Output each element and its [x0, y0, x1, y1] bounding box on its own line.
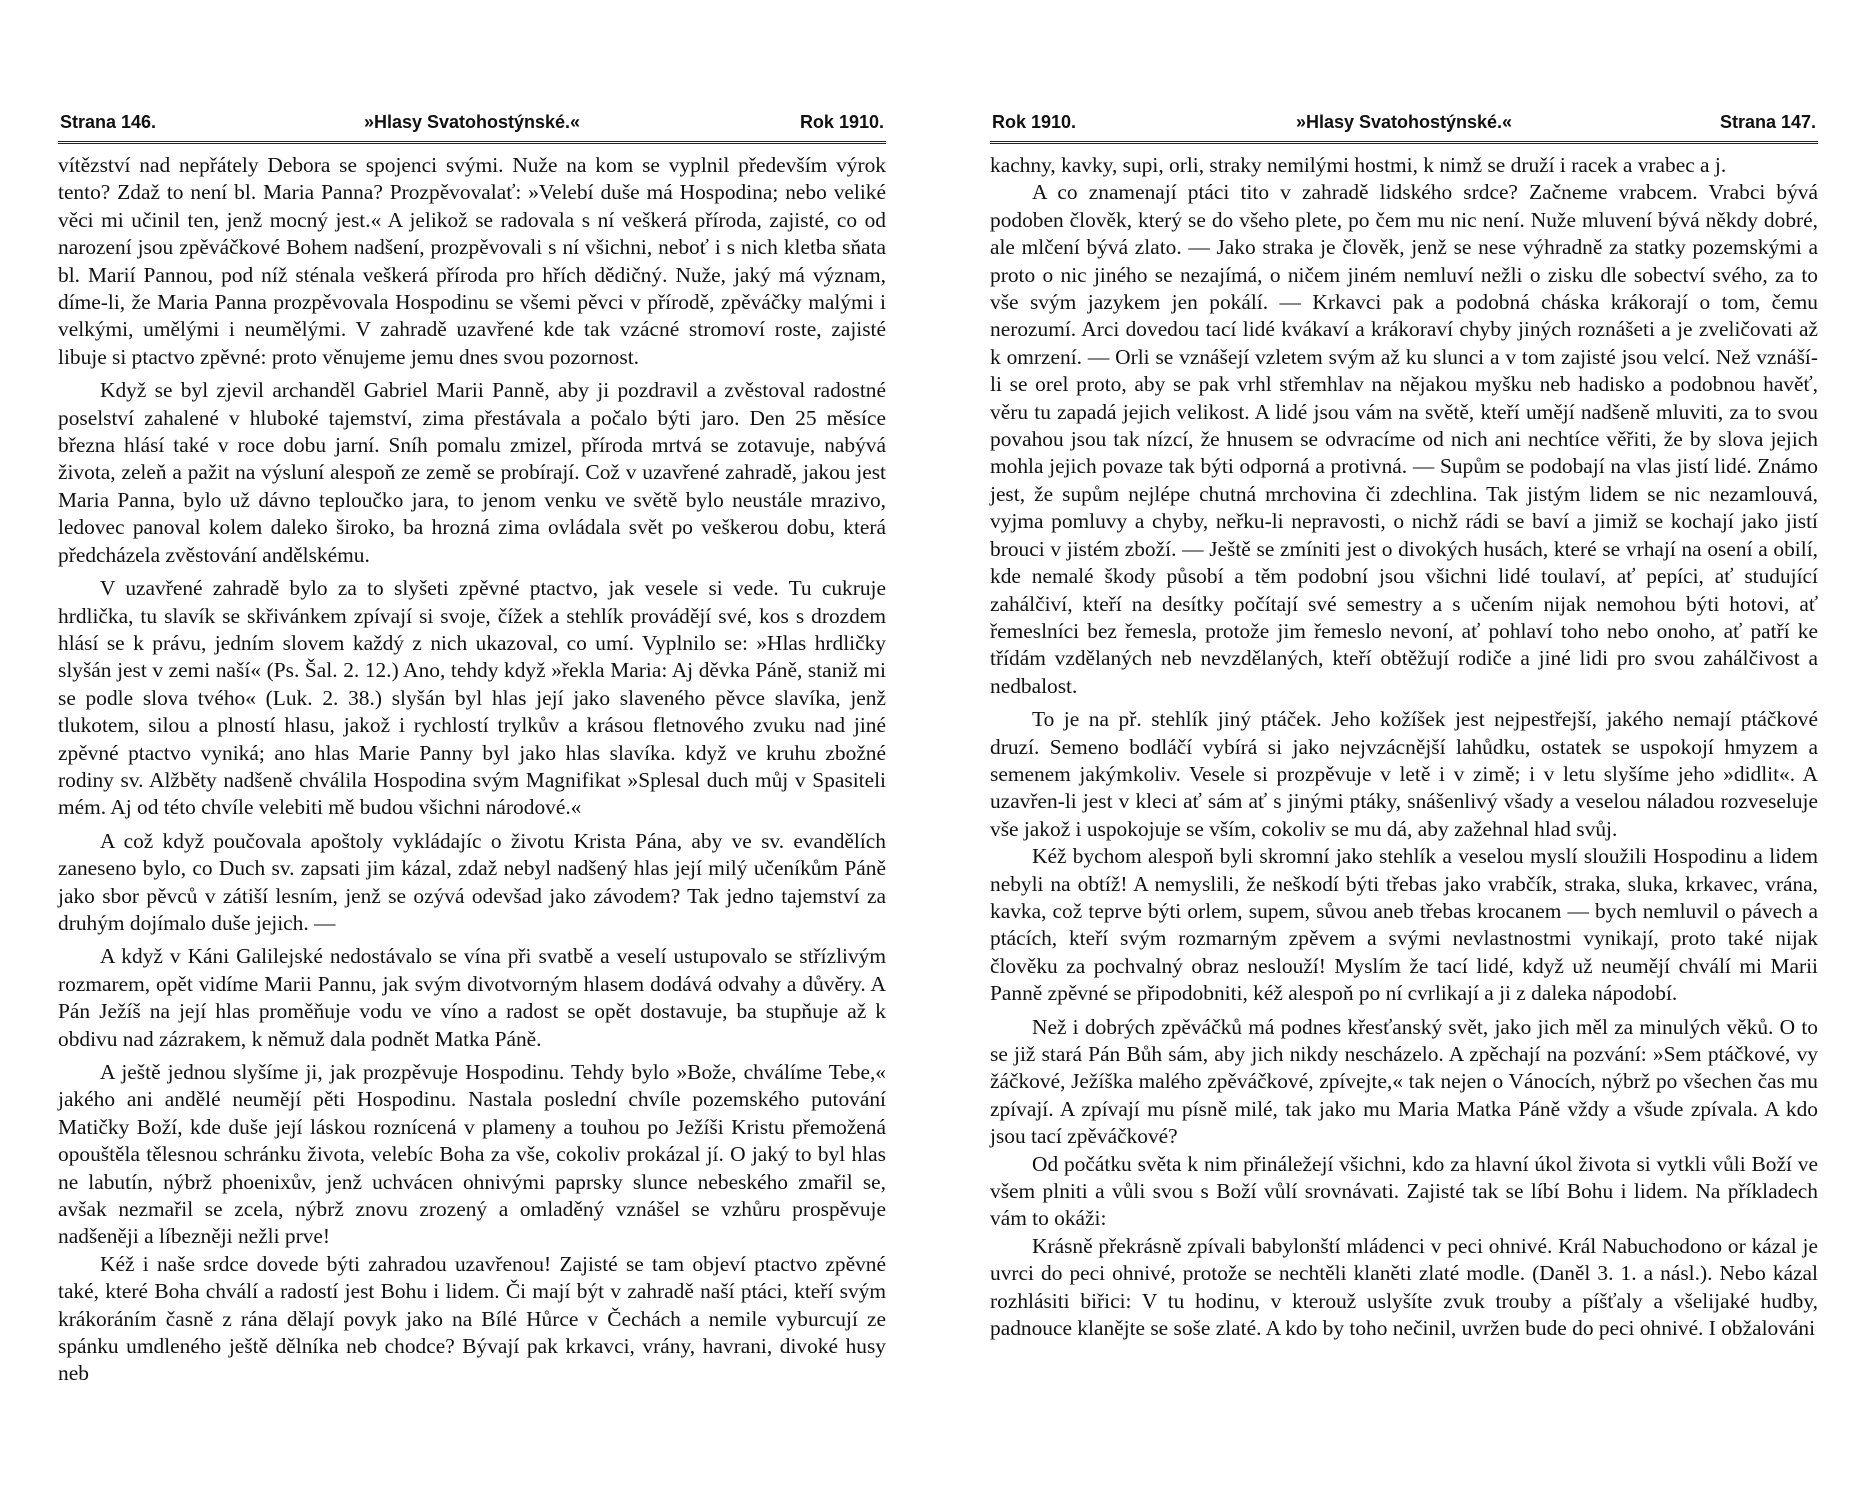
paragraph: vítězství nad nepřátely Debora se spojenci svými. Nuže na kom se vyplnil především výrok tento? Zdaž to není bl. Maria Panna? Prozpěvovalať: »Velebí duše má Hospodina; nebo veliké věci mi učinil ten, jenž mocný jest.« A jelikož se radovala s ní veškerá příroda, zajisté, co od narození jsou zpěváčkové Bohem nadšení, prozpěvovali s ní všichni, neboť i s nich kletba sňata bl. Marií Pannou, pod níž sténala veškerá příroda pro hřích dědičný. Nuže, jaký má význam, díme-li, že Maria Panna prozpěvovala Hospodinu se všemi pěvci v přírodě, zpěváčky malými i velkými, umělými i neumělými. V zahradě uzavřené kde tak vzácné stromoví roste, zajisté libuje si ptactvo zpěvné: proto věnujeme jemu dnes svou pozornost.	[58, 153, 886, 369]
page-body	[58, 152, 886, 1388]
page-number: Strana 146.	[60, 112, 157, 132]
page-header	[990, 108, 1818, 138]
right-page	[990, 0, 1818, 1500]
header-rule	[58, 141, 886, 144]
paragraph: To je na př. stehlík jiný ptáček. Jeho kožíšek jest nejpestřejší, jakého nemají ptáčkové druzí. Semeno bodláčí vybírá si jako nejvzácnější lahůdku, ostatek se uspokojí hmyzem a semenem jakýmkoliv. Vesele si prozpěvuje v letě i v zimě; i v letu slyšíme jeho »didlit«. A uzavřen-li jest v kleci ať sám ať s jinými ptáky, snášenlivý všady a veselou náladou rozveseluje vše jakož i uspokojuje se vším, cokoliv se mu dá, aby zažehnal hlad svůj.	[990, 707, 1818, 841]
paragraph: A co znamenají ptáci tito v zahradě lidského srdce? Začneme vrabcem. Vrabci bývá podoben člověk, který se do všeho plete, po čem mu nic není. Nuže mluvení bývá někdy dobré, ale mlčení bývá zlato. — Jako straka je člověk, jenž se nese výhradně za statky pozemskými a proto o nic jiného se nezajímá, o ničem jiném nemluví nežli o zisku dle sobectví svého, za to vše svým jazykem jen pokálí. — Krkavci pak a podobná cháska krákorají o tom, čemu nerozumí. Arci dovedou tací lidé kvákaví a krákoraví chyby jiných roznášeti a je zveličovati až k omrzení. — Orli se vznášejí vzletem svým až ku slunci a v tom zajisté jsou velcí. Než vznáší-li se orel proto, aby se pak vrhl střemhlav na nějakou myšku neb hadisko a podobnou havěť, věru tu zapadá jejich velikost. A lidé jsou vám na světě, kteří umějí nadšeně mluviti, za to svou povahou jsou tak nízcí, že hnusem se odvracíme od nich ani nechtíce věřiti, že by slova jejich mohla jejich povaze tak býti odporná a protivná. — Supům se podobají na vlas jistí lidé. Známo jest, že supům nejlépe chutná mrchovina či zdechlina. Tak jistým lidem se nic nezamlouvá, vyjma pomluvy a chyby, neřku-li nepravosti, o nichž rádi se baví a jimiž se kochají jako jistí brouci v jistém zboží. — Ještě se zmíniti jest o divokých husách, které se vrhají na osení a obilí, kde nemalé škody působí a těm podobní jsou všichni lidé toulaví, ať pepíci, ať studující zahálčiví, kteří na desítky počítají své semestry a s učením nijak nemohou býti hotovi, ať řemeslníci bez řemesla, protože jim řemeslo nevoní, ať pohlaví toho nebo onoho, ať patří ke třídám vzdělaných neb nevzdělaných, kteří obtěžují rodiče a jiné lidi pro svou zahálčivost a nedbalost.	[990, 180, 1818, 698]
paragraph: Než i dobrých zpěváčků má podnes křesťanský svět, jako jich měl za minulých věků. O to se již stará Pán Bůh sám, aby jich nikdy nescházelo. A zpěchají na pozvání: »Sem ptáčkové, vy žáčkové, Ježíška malého zpěváčkové, zpívejte,« tak nejen o Vánocích, nýbrž po všechen čas mu zpívají. A zpívají mu písně milé, tak jako mu Maria Matka Páně vždy a všude zpívala. A kdo jsou tací zpěváčkové?	[990, 1014, 1818, 1149]
left-page	[58, 0, 886, 1500]
paragraph: Kéž i naše srdce dovede býti zahradou uzavřenou! Zajisté se tam objeví ptactvo zpěvné také, které Boha chválí a radostí jest Bohu i lidem. Či mají být v zahradě naší ptáci, kteří svým krákoráním časně z rána dělají povyk jako na Bílé Hůrce v Čechách a nemile vyburcují ze spánku umdleného ještě dělníka neb chodce? Bývají pak krkavci, vrány, havrani, divoké husy neb	[58, 1251, 886, 1386]
header-rule	[990, 141, 1818, 144]
paragraph: Kéž bychom alespoň byli skromní jako stehlík a veselou myslí sloužili Hospodinu a lidem nebyli na obtíž! A nemyslili, že neškodí býti třebas jako vrabčík, straka, sluka, krkavec, vrána, kavka, což teprve býti orlem, supem, sůvou aneb třebas krocanem — bych nemluvil o pávech a ptácích, kteří svým rozmarným zpěvem a svými nevlastnostmi vynikají, proto také nijak člověku za pochvalný obraz neslouží! Myslím že tací lidé, když už neumějí chválí mi Marii Panně zpěvné se připodobniti, kéž alespoň po ní cvrlikají a ji z daleka nápodobí.	[990, 844, 1818, 1006]
year-label: Rok 1910.	[799, 112, 884, 132]
paragraph: A což když poučovala apoštoly vykládajíc o životu Krista Pána, aby ve sv. evandělích zaneseno bylo, co Duch sv. zapsati jim kázal, zdaž nebyl nadšený hlas její milý učeníkům Páně jako sbor pěvců v zátiší lesním, jenž se ozývá odevšad jako závodem? Tak jedno tajemství za druhým dojímalo duše jejich. —	[58, 828, 886, 935]
paragraph: Když se byl zjevil archanděl Gabriel Marii Panně, aby ji pozdravil a zvěstoval radostné poselství zahalené v hluboké tajemství, zima přestávala a počalo býti jaro. Den 25 měsíce března hlásí také v roce dobu jarní. Sníh pomalu zmizel, příroda mrtvá se zotavuje, nabývá života, zeleň a pažit na výsluní alespoň ze země se probírají. Což v uzavřené zahradě, jakou jest Maria Panna, bylo už dávno teploučko jara, to jenom venku ve světě bylo neustále mrazivo, ledovec panoval kolem daleko široko, ba hrozná zima ovládala svět po veškerou dobu, která předcházela zvěstování andělskému.	[58, 378, 886, 567]
paragraph: kachny, kavky, supi, orli, straky nemilými hostmi, k nimž se druží i racek a vrabec a j.	[990, 153, 1727, 177]
paragraph: Krásně překrásně zpívali babylonští mládenci v peci ohnivé. Král Nabuchodono or kázal je uvrci do peci ohnivé, protože se nechtěli klaněti zlaté modle. (Daněl 3. 1. a násl.). Nebo kázal rozhlásiti biřici: V tu hodinu, v kterouž uslyšíte zvuk trouby a píšťaly a všelijaké hudby, padnouce klanějte se soše zlaté. A kdo by toho nečinil, uvržen bude do peci ohnivé. I obžalováni	[990, 1233, 1818, 1341]
page-number: Strana 147.	[1719, 112, 1816, 132]
year-label: Rok 1910.	[992, 112, 1077, 132]
page-body	[990, 152, 1818, 1342]
paragraph: A ještě jednou slyšíme ji, jak prozpěvuje Hospodinu. Tehdy bylo »Bože, chválíme Tebe,« jakého ani andělé neumějí pěti Hospodinu. Nastala poslední chvíle pozemského putování Matičky Boží, kde duše její láskou roznícená v plameny a touhou po Ježíši Kristu přemožená opouštěla tělesnou schránku života, velebíc Boha za vše, cokoliv prokázal jí. O jaký to byl hlas ne labutín, nýbrž phoenixův, jenž uchvácen ohnivými paprsky slunce nebeského zmařil se, avšak nezmařil se zcela, nýbrž znovu zrozený a omladěný vznášel se vzhůru prospěvuje nadšeněji a líbezněji nežli prve!	[58, 1060, 886, 1249]
paragraph: Od počátku světa k nim přináležejí všichni, kdo za hlavní úkol života si vytkli vůli Boží ve všem plniti a vůli svou s Boží vůlí srovnávati. Zajisté tak se líbí Bohu i lidem. Na příkladech vám to okáži:	[990, 1151, 1818, 1231]
paragraph: V uzavřené zahradě bylo za to slyšeti zpěvné ptactvo, jak vesele si vede. Tu cukruje hrdlička, tu slavík se skřivánkem zpívají si svoje, čížek a stehlík provádějí své, kos s drozdem hlásí se k právu, jedním slovem každý z nich ukazoval, co umí. Vyplnilo se: »Hlas hrdličky slyšán jest v zemi naší« (Ps. Šal. 2. 12.) Ano, tehdy když »řekla Maria: Aj děvka Páně, staniž mi se podle slova tvého« (Luk. 2. 38.) slyšán byl hlas její jako slaveného pěvce slavíka, jenž tlukotem, silou a plností hlasu, jakož i rychlostí trylkův a krásou fletnového zvuku nad jiné zpěvné ptactvo vyniká; ano hlas Marie Panny byl jako hlas slavíka. když ve kruhu zbožné rodiny sv. Alžběty nadšeně chválila Hospodina svým Magnifikat »Splesal duch můj v Spasiteli mém. Aj od této chvíle velebiti mě budou všichni národové.«	[58, 576, 886, 820]
page-header	[58, 108, 886, 138]
periodical-title: »Hlasy Svatohostýnské.«	[1295, 112, 1513, 132]
periodical-title: »Hlasy Svatohostýnské.«	[363, 112, 581, 132]
paragraph: A když v Káni Galilejské nedostávalo se vína při svatbě a veselí ustupovalo se střízlivým rozmarem, opět vidíme Marii Pannu, jak svým divotvorným hlasem dodává odvahy a důvěry. A Pán Ježíš na její hlas proměňuje vodu ve víno a radost se opět dostavuje, ba stupňuje až k obdivu nad zázrakem, k němuž dala podnět Matka Páně.	[58, 944, 886, 1051]
